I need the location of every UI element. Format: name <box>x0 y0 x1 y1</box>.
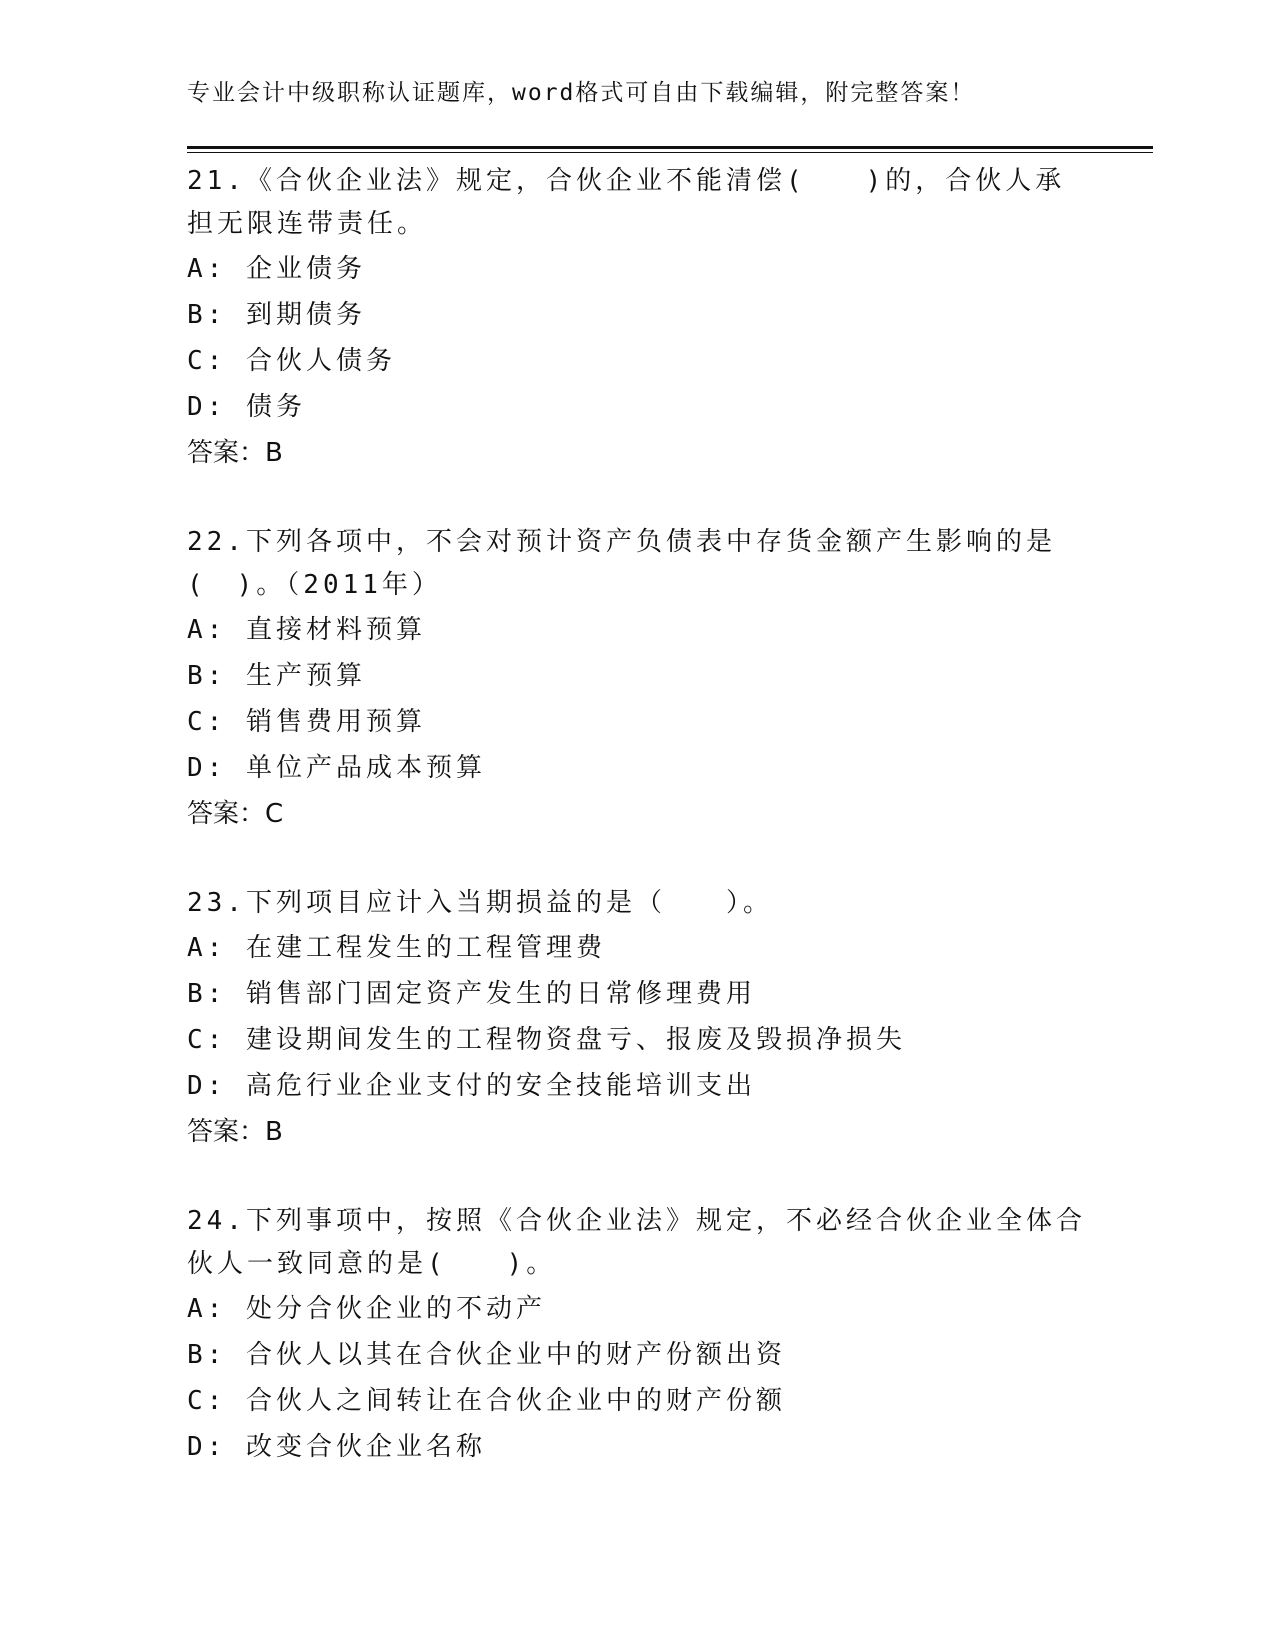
answer-line: 答案：C <box>187 799 284 829</box>
page-header: 专业会计中级职称认证题库，word格式可自由下载编辑，附完整答案！ <box>187 80 976 106</box>
question-24 <box>187 1200 1087 1470</box>
question-list <box>187 160 1087 1470</box>
option-list <box>187 925 1087 1109</box>
option-d: D: 高危行业企业支付的安全技能培训支出 <box>187 1071 756 1101</box>
option-a: A: 在建工程发生的工程管理费 <box>187 933 606 963</box>
option-b: B: 合伙人以其在合伙企业中的财产份额出资 <box>187 1340 786 1370</box>
option-a: A: 处分合伙企业的不动产 <box>187 1294 546 1324</box>
question-stem: 22.下列各项中，不会对预计资产负债表中存货金额产生影响的是( )。（2011年） <box>187 527 1056 600</box>
header-divider-thick <box>187 146 1153 149</box>
question-stem: 24.下列事项中，按照《合伙企业法》规定，不必经合伙企业全体合伙人一致同意的是( )。 <box>187 1206 1086 1279</box>
option-list <box>187 246 1087 430</box>
option-d: D: 改变合伙企业名称 <box>187 1432 486 1462</box>
answer-line: 答案：B <box>187 438 283 468</box>
option-d: D: 债务 <box>187 392 306 422</box>
option-b: B: 到期债务 <box>187 300 366 330</box>
question-21 <box>187 160 1087 476</box>
question-spacer <box>187 476 1087 521</box>
option-list <box>187 607 1087 791</box>
option-c: C: 合伙人债务 <box>187 346 396 376</box>
option-c: C: 建设期间发生的工程物资盘亏、报废及毁损净损失 <box>187 1025 906 1055</box>
question-stem: 23.下列项目应计入当期损益的是（ ）。 <box>187 888 773 918</box>
option-c: C: 销售费用预算 <box>187 707 426 737</box>
question-22 <box>187 521 1087 837</box>
option-a: A: 直接材料预算 <box>187 615 426 645</box>
question-stem: 21.《合伙企业法》规定，合伙企业不能清偿( )的，合伙人承担无限连带责任。 <box>187 166 1066 239</box>
option-a: A: 企业债务 <box>187 254 366 284</box>
option-b: B: 销售部门固定资产发生的日常修理费用 <box>187 979 756 1009</box>
question-spacer <box>187 1155 1087 1200</box>
option-b: B: 生产预算 <box>187 661 366 691</box>
answer-line: 答案：B <box>187 1117 283 1147</box>
option-d: D: 单位产品成本预算 <box>187 753 486 783</box>
option-list <box>187 1286 1087 1470</box>
question-spacer <box>187 837 1087 882</box>
option-c: C: 合伙人之间转让在合伙企业中的财产份额 <box>187 1386 786 1416</box>
question-23 <box>187 882 1087 1155</box>
header-divider-thin <box>187 152 1153 153</box>
